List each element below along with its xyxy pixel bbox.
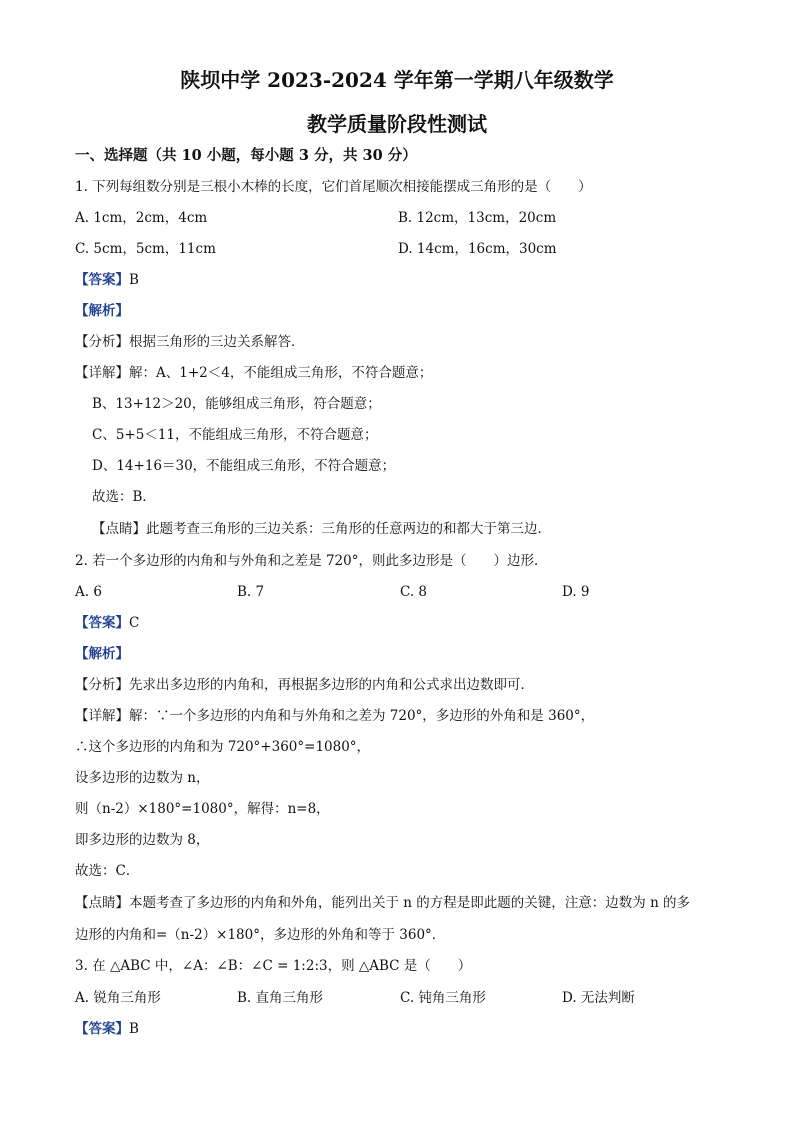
q1-option-d: D. 14cm，16cm，30cm: [398, 241, 557, 257]
q2-option-d: D. 9: [562, 584, 590, 600]
q1-answer: [75, 274, 139, 288]
doc-title-line1: 陕坝中学 2023-2024 学年第一学期八年级数学: [180, 68, 614, 92]
q1-detail-line-3: C、5+5＜11，不能组成三角形，不符合题意；: [92, 427, 378, 443]
answer-tag: 【答案】: [75, 1021, 129, 1037]
q1-detail-line-4: D、14+16＝30，不能组成三角形，不符合题意；: [92, 458, 396, 474]
fenxi-tag: 【分析】: [75, 334, 129, 350]
q3-answer-value: B: [129, 1021, 139, 1037]
detail-tag: 【详解】: [75, 708, 129, 724]
q2-option-b: B. 7: [237, 584, 265, 600]
q2-detail-line-6: 故选：C．: [75, 863, 140, 879]
q1-comment-text: 此题考查三角形的三边关系：三角形的任意两边的和都大于第三边．: [146, 521, 551, 537]
q2-detail-line-2: ∴这个多边形的内角和为 720°+360°=1080°，: [75, 739, 371, 755]
comment-tag: 【点睛】: [75, 895, 129, 911]
q1-detail-line-1: [75, 367, 432, 381]
q2-detail-line-5: 即多边形的边数为 8，: [75, 832, 210, 848]
q2-option-c: C. 8: [400, 584, 428, 600]
q3-option-a: A. 锐角三角形: [75, 990, 161, 1006]
q1-detail-line-5: 故选：B．: [92, 489, 156, 505]
q1-option-a: A. 1cm，2cm，4cm: [75, 210, 208, 226]
q3-option-c: C. 钝角三角形: [400, 990, 486, 1006]
comment-tag: 【点睛】: [92, 521, 146, 537]
q2-detail-line-3: 设多边形的边数为 n，: [75, 770, 210, 786]
analysis-tag: 【解析】: [75, 646, 129, 662]
doc-title-line2: 教学质量阶段性测试: [307, 112, 487, 136]
q1-answer-value: B: [129, 272, 139, 288]
q1-analysis-heading: [75, 305, 129, 319]
q2-detail-line-4: 则（n-2）×180°=1080°，解得：n=8，: [75, 801, 330, 817]
q1-option-c: C. 5cm，5cm，11cm: [75, 241, 216, 257]
q2-comment-text-1: 本题考查了多边形的内角和外角，能列出关于 n 的方程是即此题的关键，注意：边数为 n 的多: [129, 895, 691, 911]
q1-comment: [92, 523, 551, 537]
q2-comment-line-2: 边形的内角和=（n-2）×180°，多边形的外角和等于 360°．: [75, 927, 446, 943]
q1-option-b: B. 12cm，13cm，20cm: [398, 210, 557, 226]
q2-stem: 2. 若一个多边形的内角和与外角和之差是 720°，则此多边形是（ ）边形．: [75, 553, 548, 569]
q2-fenxi: [75, 679, 534, 693]
detail-tag: 【详解】: [75, 365, 129, 381]
q1-fenxi: [75, 336, 305, 350]
q2-comment-line-1: [75, 897, 690, 911]
q1-detail-text-1: 解：A、1+2＜4，不能组成三角形，不符合题意；: [129, 365, 433, 381]
q2-answer-value: C: [129, 615, 140, 631]
q1-detail-line-2: B、13+12＞20，能够组成三角形，符合题意；: [92, 396, 381, 412]
q3-option-b: B. 直角三角形: [237, 990, 324, 1006]
q3-answer: [75, 1023, 139, 1037]
answer-tag: 【答案】: [75, 272, 129, 288]
q3-option-d: D. 无法判断: [562, 990, 635, 1006]
fenxi-tag: 【分析】: [75, 677, 129, 693]
q3-stem: 3. 在 △ABC 中，∠A：∠B：∠C = 1:2:3，则 △ABC 是（ ）: [75, 958, 472, 974]
q1-fenxi-text: 根据三角形的三边关系解答．: [129, 334, 305, 350]
q2-detail-line-1: [75, 710, 594, 724]
q1-stem: 1. 下列每组数分别是三根小木棒的长度，它们首尾顺次相接能摆成三角形的是（ ）: [75, 179, 592, 195]
section-heading-choice: 一、选择题（共 10 小题，每小题 3 分，共 30 分）: [75, 147, 417, 164]
q2-answer: [75, 617, 139, 631]
q2-fenxi-text: 先求出多边形的内角和，再根据多边形的内角和公式求出边数即可．: [129, 677, 534, 693]
q2-analysis-heading: [75, 648, 129, 662]
analysis-tag: 【解析】: [75, 303, 129, 319]
q2-detail-text-1: 解：∵一个多边形的内角和与外角和之差为 720°，多边形的外角和是 360°，: [129, 708, 595, 724]
answer-tag: 【答案】: [75, 615, 129, 631]
q2-option-a: A. 6: [75, 584, 102, 600]
